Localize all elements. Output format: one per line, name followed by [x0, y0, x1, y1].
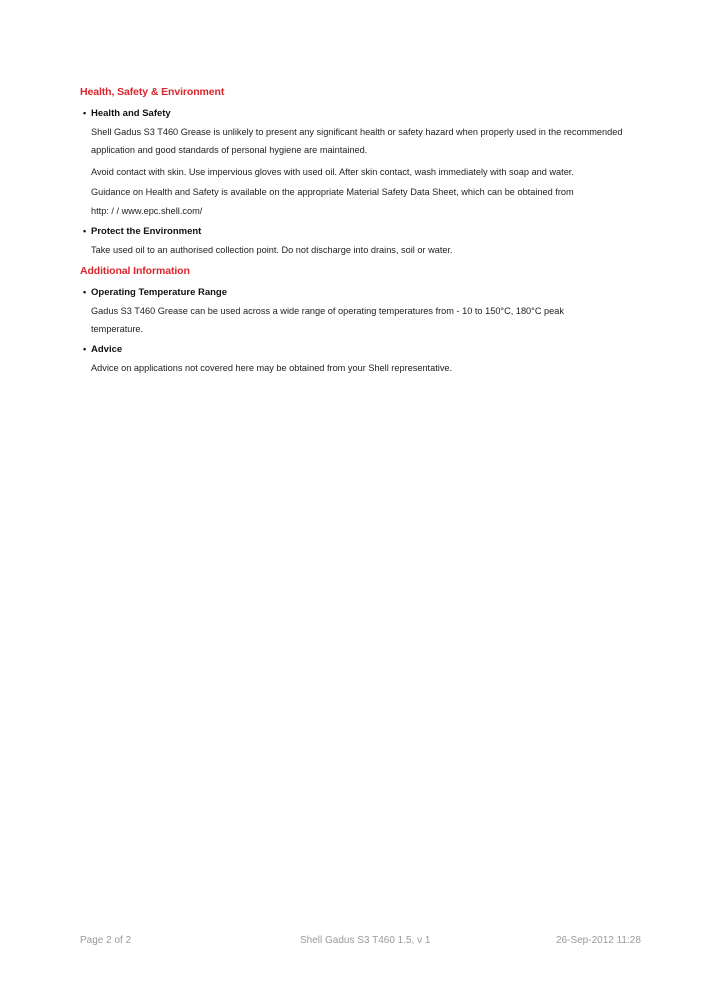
footer-date: 26-Sep-2012 11:28	[556, 935, 641, 946]
subheading-label: Operating Temperature Range	[91, 287, 228, 298]
body-text: application and good standards of personal hygiene are maintained.	[91, 145, 368, 155]
body-text: Avoid contact with skin. Use impervious gloves with used oil. After skin contact, wash immediately with soap and water.	[91, 167, 574, 177]
subheading-label: Advice	[91, 344, 123, 355]
bullet-icon: •	[83, 287, 87, 297]
section-heading-additional: Additional Information	[80, 265, 190, 277]
subheading-label: Health and Safety	[91, 108, 171, 119]
body-text: Advice on applications not covered here may be obtained from your Shell representative.	[91, 363, 453, 373]
bullet-icon: •	[83, 226, 87, 236]
body-text: temperature.	[91, 324, 144, 334]
body-text: Take used oil to an authorised collection point. Do not discharge into drains, soil or water.	[91, 245, 453, 255]
body-text: http: / / www.epc.shell.com/	[91, 206, 203, 216]
section-heading-hse: Health, Safety & Environment	[80, 86, 225, 98]
body-text: Guidance on Health and Safety is available on the appropriate Material Safety Data Sheet, which can be obtained from	[91, 187, 574, 197]
subheading-advice	[83, 344, 122, 355]
subheading-health-safety	[83, 108, 171, 119]
subheading-operating-temperature	[83, 287, 227, 298]
bullet-icon: •	[83, 108, 87, 118]
footer-product-version: Shell Gadus S3 T460 1.5, v 1	[300, 935, 431, 946]
footer-page-number: Page 2 of 2	[80, 935, 132, 946]
body-text: Gadus S3 T460 Grease can be used across a wide range of operating temperatures from - 10 to 150°C, 180°C peak	[91, 306, 564, 316]
bullet-icon: •	[83, 344, 87, 354]
subheading-label: Protect the Environment	[91, 226, 202, 237]
subheading-protect-environment	[83, 226, 201, 237]
body-text: Shell Gadus S3 T460 Grease is unlikely to present any significant health or safety hazard when properly used in the recommended	[91, 127, 623, 137]
